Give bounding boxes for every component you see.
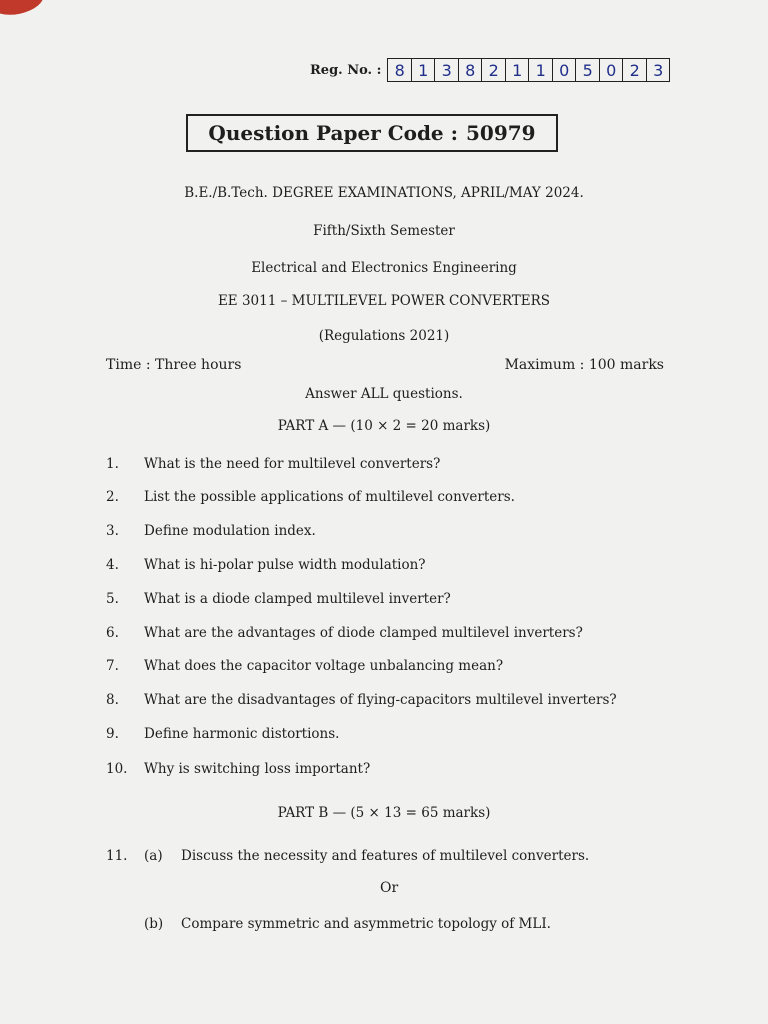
- reg-digit: 3: [653, 60, 664, 80]
- reg-digit: 8: [388, 59, 412, 81]
- code-label: Question Paper Code :: [208, 121, 458, 145]
- reg-digit: 1: [506, 59, 530, 81]
- part-b-title: PART B — (5 × 13 = 65 marks): [277, 805, 491, 821]
- question-number: 6.: [106, 625, 119, 641]
- max-marks-line: Maximum : 100 marks: [504, 357, 664, 373]
- reg-digit: 8: [459, 59, 483, 81]
- question-text: What is hi-polar pulse width modulation?: [144, 557, 426, 573]
- question-text: Compare symmetric and asymmetric topology of MLI.: [181, 916, 551, 932]
- part-a-title: PART A — (10 × 2 = 20 marks): [277, 418, 491, 434]
- question-item: [106, 726, 339, 742]
- reg-digit: 1: [412, 59, 436, 81]
- department-line: Electrical and Electronics Engineering: [251, 260, 517, 276]
- question-item: [106, 456, 440, 472]
- question-paper-code-box: [186, 114, 558, 152]
- reg-digit: 0: [553, 59, 577, 81]
- question-item: [106, 692, 617, 708]
- question-number: 1.: [106, 456, 119, 472]
- question-text: What are the disadvantages of flying-capacitors multilevel inverters?: [144, 692, 617, 708]
- reg-digit: 5: [576, 59, 600, 81]
- reg-digit: 3: [435, 59, 459, 81]
- question-number: 11.: [106, 848, 128, 864]
- question-item: [106, 489, 515, 505]
- time-line: Time : Three hours: [106, 357, 242, 373]
- question-item: [106, 658, 503, 674]
- subject-line: EE 3011 – MULTILEVEL POWER CONVERTERS: [217, 293, 551, 309]
- reg-number-row: [310, 58, 670, 82]
- question-number: 3.: [106, 523, 119, 539]
- question-11b: [106, 916, 551, 932]
- question-item: [106, 523, 316, 539]
- question-item: [106, 557, 426, 573]
- question-number: 10.: [106, 761, 128, 777]
- question-text: What is a diode clamped multilevel inverter?: [144, 591, 451, 607]
- reg-digit-boxes: [387, 58, 670, 82]
- semester-line: Fifth/Sixth Semester: [313, 223, 455, 239]
- regulations-line: (Regulations 2021): [318, 328, 450, 344]
- question-item: [106, 591, 451, 607]
- code-number: 50979: [466, 121, 536, 145]
- question-item: [106, 761, 370, 777]
- reg-label: Reg. No. :: [310, 62, 382, 78]
- question-number: 5.: [106, 591, 119, 607]
- reg-digit: 2: [482, 59, 506, 81]
- or-separator: Or: [380, 880, 399, 896]
- question-number-spacer: [106, 916, 144, 932]
- question-text: What is the need for multilevel converters?: [144, 456, 441, 472]
- question-11a: [106, 848, 589, 864]
- question-number: 8.: [106, 692, 119, 708]
- question-text: Define modulation index.: [144, 523, 316, 539]
- instruction-line: Answer ALL questions.: [305, 386, 463, 402]
- red-corner-mark: [0, 0, 46, 19]
- degree-title: B.E./B.Tech. DEGREE EXAMINATIONS, APRIL/MAY 2024.: [184, 185, 584, 201]
- question-text: Discuss the necessity and features of multilevel converters.: [181, 848, 590, 864]
- question-text: What are the advantages of diode clamped multilevel inverters?: [144, 625, 583, 641]
- sub-question-label: (b): [144, 916, 164, 932]
- question-text: Why is switching loss important?: [144, 761, 371, 777]
- question-number: 2.: [106, 489, 119, 505]
- question-text: Define harmonic distortions.: [144, 726, 340, 742]
- sub-question-label: (a): [144, 848, 163, 864]
- question-number: 9.: [106, 726, 119, 742]
- question-text: List the possible applications of multilevel converters.: [144, 489, 515, 505]
- question-number: 7.: [106, 658, 119, 674]
- reg-digit: 2: [623, 59, 647, 81]
- question-text: What does the capacitor voltage unbalancing mean?: [144, 658, 504, 674]
- question-item: [106, 625, 583, 641]
- reg-digit: 1: [529, 59, 553, 81]
- reg-digit: 0: [600, 59, 624, 81]
- question-number: 4.: [106, 557, 119, 573]
